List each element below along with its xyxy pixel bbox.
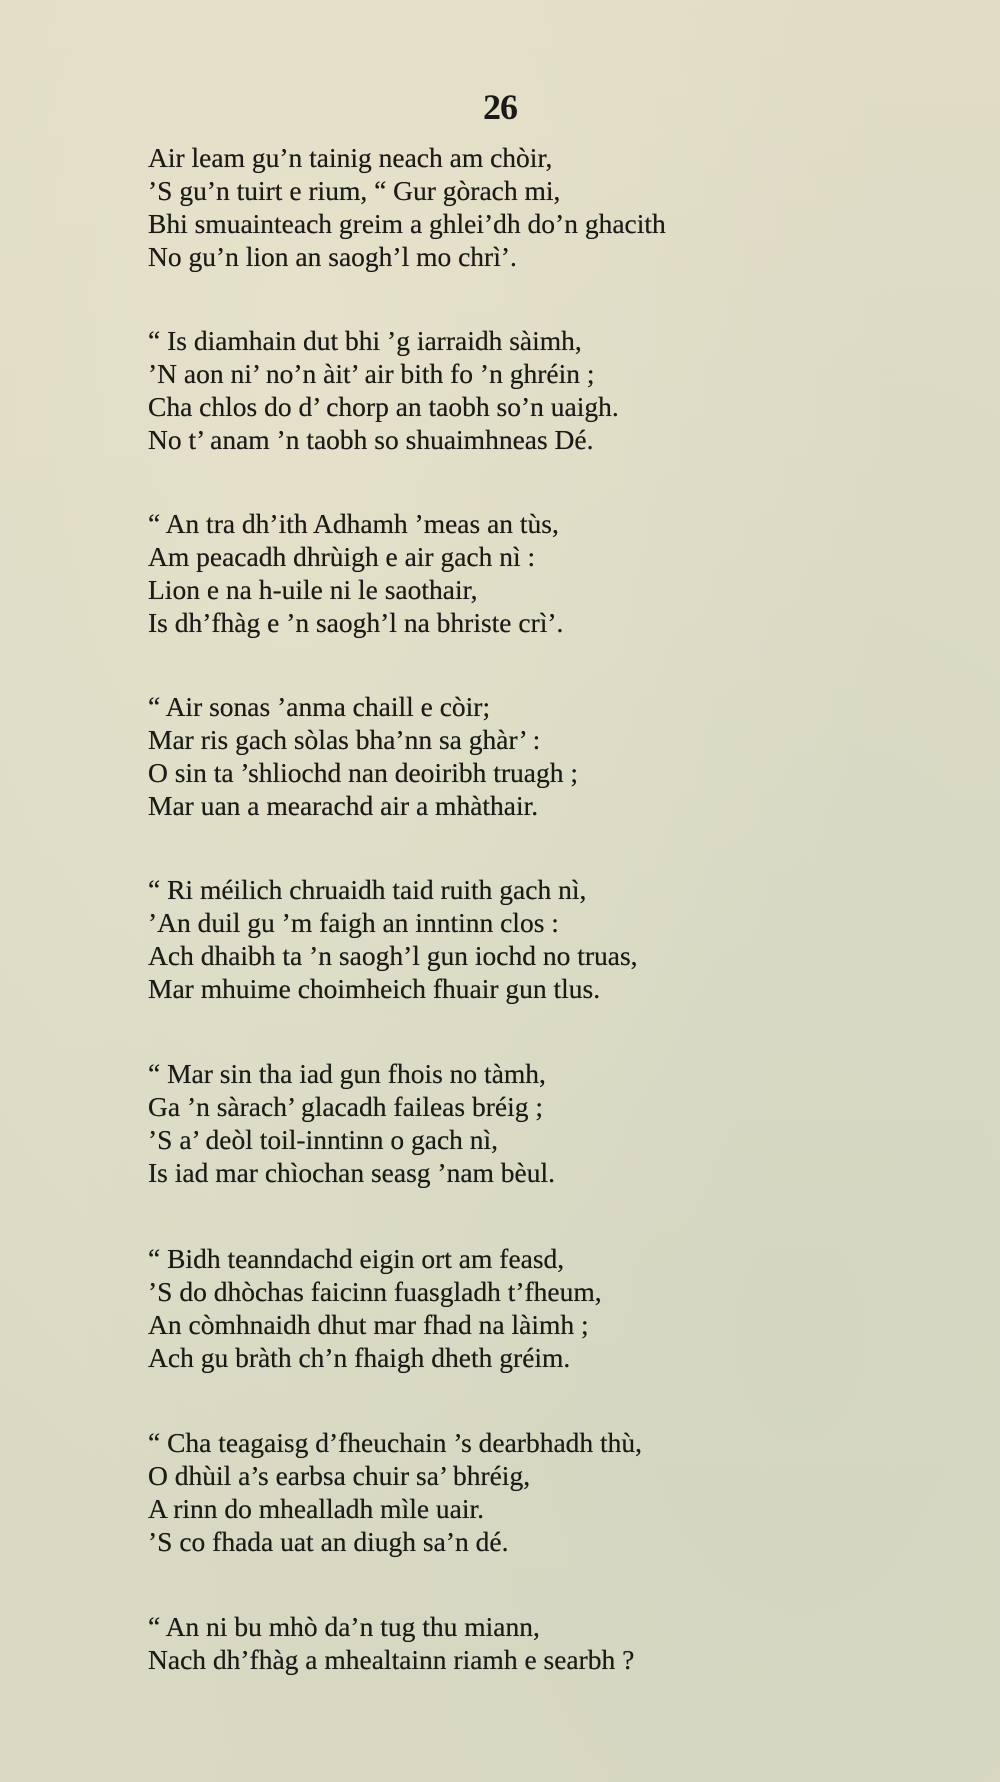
verse-line: ’N aon ni’ no’n àit’ air bith fo ’n ghréin ; [148,358,595,389]
verse-line: “ Ri méilich chruaidh taid ruith gach nì, [148,874,587,905]
verse-line: Is dh’fhàg e ’n saogh’l na bhriste crì’. [148,607,564,638]
verse-line: O sin ta ’shliochd nan deoiribh truagh ; [148,757,578,788]
stanza-5 [148,873,908,1005]
verse-line: Nach dh’fhàg a mhealtainn riamh e searbh ? [148,1644,635,1675]
verse-line: Ach gu bràth ch’n fhaigh dheth gréim. [148,1342,571,1373]
stanza-3 [148,507,908,639]
verse-line: O dhùil a’s earbsa chuir sa’ bhréig, [148,1460,531,1491]
stanza-7 [148,1242,908,1374]
stanza-6 [148,1057,908,1189]
verse-line: Mar uan a mearachd air a mhàthair. [148,790,539,821]
verse-line: “ Cha teagaisg d’fheuchain ’s dearbhadh thù, [148,1427,643,1458]
verse-line: Am peacadh dhrùigh e air gach nì : [148,541,536,572]
verse-line: “ Is diamhain dut bhi ’g iarraidh sàimh, [148,325,582,356]
verse-line: ’S gu’n tuirt e rium, “ Gur gòrach mi, [148,175,561,206]
verse-line: “ Bidh teanndachd eigin ort am feasd, [148,1243,565,1274]
verse-line: ’S do dhòchas faicinn fuasgladh t’fheum, [148,1276,602,1307]
verse-line: Bhi smuainteach greim a ghlei’dh do’n ghacith [148,208,666,239]
verse-line: “ An ni bu mhò da’n tug thu miann, [148,1611,540,1642]
verse-line: ’S co fhada uat an diugh sa’n dé. [148,1526,509,1557]
stanza-4 [148,690,908,822]
verse-line: “ Mar sin tha iad gun fhois no tàmh, [148,1058,546,1089]
verse-line: Ach dhaibh ta ’n saogh’l gun iochd no truas, [148,940,638,971]
verse-line: Lion e na h-uile ni le saothair, [148,574,478,605]
stanza-1 [148,141,908,273]
verse-line: No gu’n lion an saogh’l mo chrì’. [148,241,517,272]
verse-line: Cha chlos do d’ chorp an taobh so’n uaigh. [148,391,619,422]
verse-line: An còmhnaidh dhut mar fhad na làimh ; [148,1309,589,1340]
verse-line: “ An tra dh’ith Adhamh ’meas an tùs, [148,508,559,539]
stanza-8 [148,1426,908,1558]
verse-line: ’S a’ deòl toil-inntinn o gach nì, [148,1124,499,1155]
verse-line: Is iad mar chìochan seasg ’nam bèul. [148,1157,556,1188]
stanza-9 [148,1610,908,1676]
page-number: 26 [483,87,517,127]
verse-line: Mar ris gach sòlas bha’nn sa ghàr’ : [148,724,541,755]
verse-line: “ Air sonas ’anma chaill e còir; [148,691,491,722]
verse-line: Air leam gu’n tainig neach am chòir, [148,142,553,173]
verse-line: No t’ anam ’n taobh so shuaimhneas Dé. [148,424,594,455]
verse-line: ’An duil gu ’m faigh an inntinn clos : [148,907,559,938]
verse-line: A rinn do mhealladh mìle uair. [148,1493,485,1524]
stanza-2 [148,324,908,456]
verse-line: Ga ’n sàrach’ glacadh faileas bréig ; [148,1091,543,1122]
verse-line: Mar mhuime choimheich fhuair gun tlus. [148,973,601,1004]
